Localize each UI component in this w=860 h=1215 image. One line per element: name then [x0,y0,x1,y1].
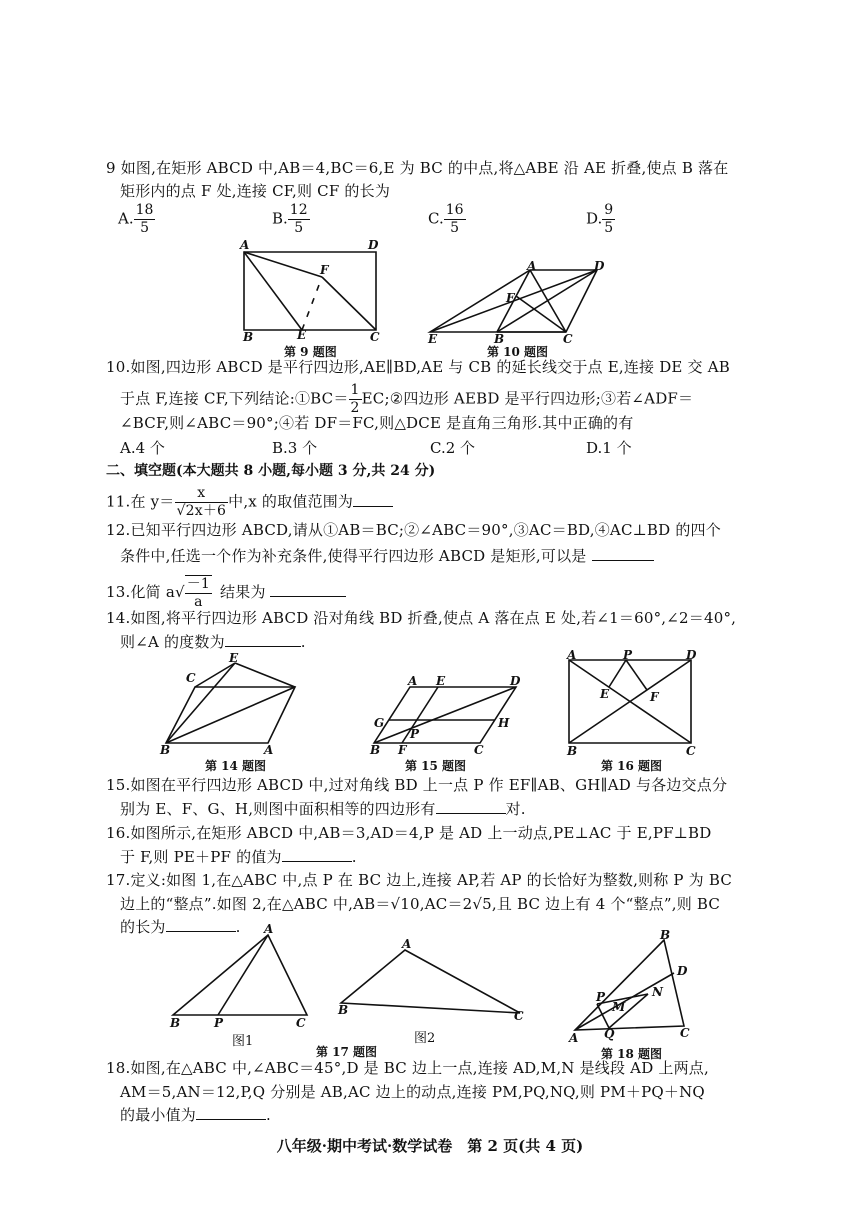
q16-label-d: D [686,648,697,662]
page-footer: 八年级·期中考试·数学试卷 第 2 页(共 4 页) [276,1137,584,1155]
q16-label-p: P [623,648,633,662]
q9-label-b: B [243,330,254,344]
q9-text-line1: 9 如图,在矩形 ABCD 中,AB＝4,BC＝6,E 为 BC 的中点,将△ABE 沿 AE 折叠,使点 B 落在 [106,159,729,177]
q10-label-d: D [594,259,605,273]
q13-text: 13.化简 a√ $\frac{-1}{a}$ 结果为 [106,575,346,611]
q17-text-line3: 的长为 . [120,918,241,936]
q16-caption: 第 16 题图 [601,759,663,773]
q9-option-d: D. $\frac{9}{5}$ [586,202,614,236]
q15-caption: 第 15 题图 [405,759,467,773]
q18-text-line3: 的最小值为 . [120,1106,271,1124]
q14-label-e: E [229,651,239,665]
q17-text-line1: 17.定义:如图 1,在△ABC 中,点 P 在 BC 边上,连接 AP,若 AP 的长恰好为整数,则称 P 为 BC [106,871,733,889]
q10-text-line1: 10.如图,四边形 ABCD 是平行四边形,AE∥BD,AE 与 CB 的延长线交于点 E,连接 DE 交 AB [106,358,730,376]
q17-fig1-label-a: A [264,922,274,936]
q15-label-f: F [398,743,407,757]
q18-caption: 第 18 题图 [601,1047,663,1061]
q10-option-a: A.4 个 [120,439,165,457]
q17-caption: 第 17 题图 [316,1045,378,1059]
q9-text-line2: 矩形内的点 F 处,连接 CF,则 CF 的长为 [120,182,391,200]
q14-label-b: B [160,743,171,757]
q18-label-b: B [660,928,671,942]
q16-label-b: B [567,744,578,758]
section-2-heading: 二、填空题(本大题共 8 小题,每小题 3 分,共 24 分) [106,463,436,479]
q15-label-c: C [474,743,484,757]
q12-text-line1: 12.已知平行四边形 ABCD,请从①AB＝BC;②∠ABC＝90°,③AC＝BD,④AC⊥BD 的四个 [106,521,721,539]
q9-label-a: A [240,238,250,252]
q14-text-line1: 14.如图,将平行四边形 ABCD 沿对角线 BD 折叠,使点 A 落在点 E 处,若∠1＝60°,∠2＝40°, [106,609,737,627]
q16-label-a: A [567,648,577,662]
q18-text-line2: AM＝5,AN＝12,P,Q 分别是 AB,AC 边上的动点,连接 PM,PQ,NQ,则 PM＋PQ＋NQ [120,1083,705,1101]
q10-text-line2: 于点 F,连接 CF,下列结论:①BC＝ $\frac{1}{2}$ EC;②四边形 AEBD 是平行四边形;③若∠ADF＝ [120,382,694,416]
q15-label-p: P [410,727,420,741]
q16-text-line2: 于 F,则 PE＋PF 的值为 . [120,848,357,866]
q17-fig1-label-b: B [170,1016,181,1030]
q17-fig2-label-c: C [514,1009,524,1023]
q16-label-e: E [600,687,610,701]
q9-label-c: C [370,330,380,344]
q18-label-n: N [652,985,663,999]
q16-label-f: F [650,690,659,704]
q15-label-h: H [498,716,510,730]
q17-fig2-label-a: A [402,937,412,951]
q14-label-c: C [186,671,196,685]
q18-triangle [575,940,684,1030]
q15-label-d: D [510,674,521,688]
q9-caption: 第 9 题图 [284,345,337,359]
q9-option-c: C. $\frac{16}{5}$ [428,202,464,236]
q18-label-q: Q [604,1027,615,1041]
q10-option-d: D.1 个 [586,439,632,457]
q18-text-line1: 18.如图,在△ABC 中,∠ABC＝45°,D 是 BC 边上一点,连接 AD,M,N 是线段 AD 上两点, [106,1059,709,1077]
q9-option-b: B. $\frac{12}{5}$ [272,202,308,236]
q15-text-line2: 别为 E、F、G、H,则图中面积相等的四边形有 对. [120,800,526,818]
q17-fig1-caption: 图1 [232,1034,254,1049]
q9-label-f: F [320,263,329,277]
q17-fig1-label-c: C [296,1016,306,1030]
q17-fig2-caption: 图2 [414,1031,436,1046]
q15-label-a: A [408,674,418,688]
q10-label-c: C [563,332,573,346]
q10-label-b: B [494,332,505,346]
q18-label-p: P [596,990,606,1004]
q15-text-line1: 15.如图在平行四边形 ABCD 中,过对角线 BD 上一点 P 作 EF∥AB、GH∥AD 与各边交点分 [106,776,728,794]
q12-text-line2: 条件中,任选一个作为补充条件,使得平行四边形 ABCD 是矩形,可以是 [120,546,654,566]
q17-fig2-label-b: B [338,1003,349,1017]
q15-label-g: G [374,716,385,730]
q17-fig1-label-p: P [214,1016,224,1030]
q18-label-a: A [569,1031,579,1045]
q9-option-a: A. $\frac{18}{5}$ [118,202,154,236]
q9-label-d: D [368,238,379,252]
q11-text: 11.在 y＝ $\frac{x}{√2x+6}$ 中,x 的取值范围为 [106,485,393,520]
q15-label-e: E [436,674,446,688]
q17-text-line2: 边上的“整点”.如图 2,在△ABC 中,AB＝√10,AC＝2√5,且 BC 边上有 4 个“整点”,则 BC [120,895,721,913]
q18-label-m: M [612,1000,626,1014]
q10-option-c: C.2 个 [430,439,476,457]
q10-label-f: F [506,291,515,305]
q18-label-c: C [680,1026,690,1040]
q14-caption: 第 14 题图 [205,759,267,773]
q14-label-a: A [264,743,274,757]
q10-label-e: E [428,332,438,346]
q16-label-c: C [686,744,696,758]
q14-text-line2: 则∠A 的度数为 . [120,633,306,651]
q15-label-b: B [370,743,381,757]
q10-label-a: A [527,259,537,273]
q10-text-line3: ∠BCF,则∠ABC＝90°;④若 DF＝FC,则△DCE 是直角三角形.其中正确的有 [120,414,634,432]
q16-text-line1: 16.如图所示,在矩形 ABCD 中,AB＝3,AD＝4,P 是 AD 上一动点,PE⊥AC 于 E,PF⊥BD [106,824,712,842]
q18-answer-blank [196,1105,266,1120]
q10-caption: 第 10 题图 [487,345,549,359]
q18-label-d: D [677,964,688,978]
q10-option-b: B.3 个 [272,439,318,457]
q9-label-e: E [297,328,307,342]
